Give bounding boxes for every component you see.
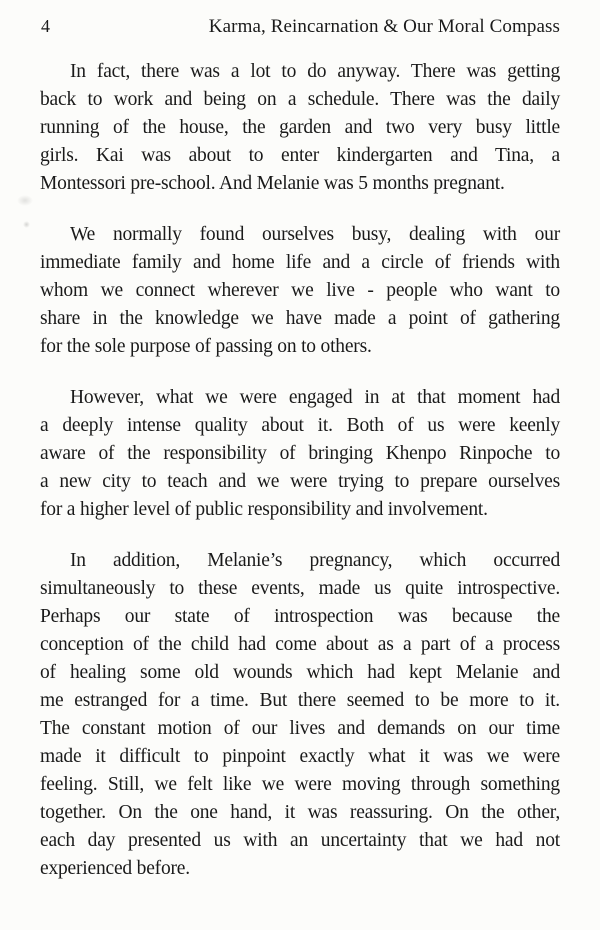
running-header: [41, 15, 560, 38]
text-line: In fact, there was a lot to do anyway. There was getting: [70, 61, 560, 82]
page-number: 4: [41, 16, 51, 36]
scan-smudge: [23, 221, 30, 228]
text-line: In addition, Melanie’s pregnancy, which occurred: [70, 550, 560, 571]
text-line: back to work and being on a schedule. There was the daily: [40, 89, 560, 110]
paragraph: [40, 547, 560, 883]
text-line: running of the house, the garden and two very busy little: [40, 117, 560, 138]
page-body: [40, 58, 560, 883]
text-line: for the sole purpose of passing on to others.: [40, 336, 372, 357]
text-line: The constant motion of our lives and demands on our time: [40, 718, 560, 739]
text-line: me estranged for a time. But there seemed to be more to it.: [40, 690, 560, 711]
text-line: each day presented us with an uncertainty that we had not: [40, 830, 560, 851]
paragraph: [40, 384, 560, 524]
running-title: Karma, Reincarnation & Our Moral Compass: [208, 16, 560, 37]
paragraph: [40, 221, 560, 361]
text-line: experienced before.: [40, 858, 190, 879]
text-line: Montessori pre-school. And Melanie was 5 months pregnant.: [40, 173, 505, 194]
text-line: for a higher level of public responsibility and involvement.: [40, 499, 488, 520]
text-line: of healing some old wounds which had kept Melanie and: [40, 662, 560, 683]
text-line: However, what we were engaged in at that moment had: [70, 387, 560, 408]
text-line: immediate family and home life and a circle of friends with: [40, 252, 560, 273]
paragraph: [40, 58, 560, 198]
text-line: We normally found ourselves busy, dealing with our: [70, 224, 560, 245]
text-line: whom we connect wherever we live - people who want to: [40, 280, 560, 301]
text-line: a deeply intense quality about it. Both of us were keenly: [40, 415, 560, 436]
text-line: together. On the one hand, it was reassuring. On the other,: [40, 802, 560, 823]
text-line: aware of the responsibility of bringing Khenpo Rinpoche to: [40, 443, 560, 464]
text-line: feeling. Still, we felt like we were moving through something: [40, 774, 560, 795]
text-line: conception of the child had come about as a part of a process: [40, 634, 560, 655]
text-line: share in the knowledge we have made a point of gathering: [40, 308, 560, 329]
text-line: simultaneously to these events, made us quite introspective.: [40, 578, 560, 599]
text-line: made it difficult to pinpoint exactly what it was we were: [40, 746, 560, 767]
text-line: a new city to teach and we were trying to prepare ourselves: [40, 471, 560, 492]
scan-smudge: [17, 195, 33, 206]
text-line: girls. Kai was about to enter kindergarten and Tina, a: [40, 145, 560, 166]
text-line: Perhaps our state of introspection was because the: [40, 606, 560, 627]
